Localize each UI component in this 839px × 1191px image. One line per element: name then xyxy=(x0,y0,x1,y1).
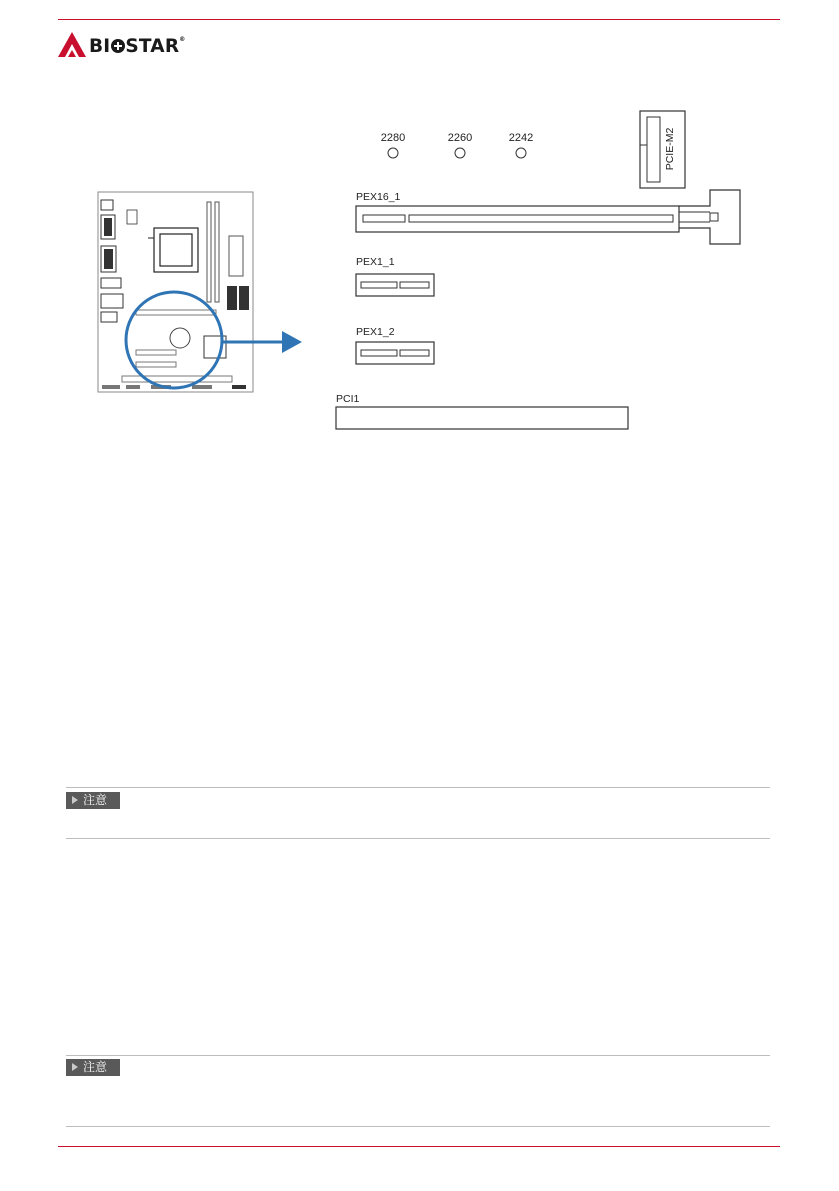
note-1-badge xyxy=(66,792,120,809)
pex16-label: PEX16_1 xyxy=(356,191,401,203)
play-triangle-icon xyxy=(72,1063,78,1071)
logo-text: BI STAR® xyxy=(89,36,186,57)
pex1-2-slot xyxy=(356,342,434,364)
pci1-slot xyxy=(336,407,628,429)
m2-standoff-2260 xyxy=(455,148,465,158)
note-1-top-rule xyxy=(66,787,770,788)
logo-o-icon xyxy=(111,39,125,53)
biostar-red-triangle-icon xyxy=(58,32,86,57)
m2-position-2242: 2242 xyxy=(508,132,534,144)
footer-rule xyxy=(58,1146,780,1147)
m2-standoff-2280 xyxy=(388,148,398,158)
header-rule xyxy=(58,19,780,20)
pex1-1-slot xyxy=(356,274,434,296)
m2-standoff-2242 xyxy=(516,148,526,158)
note-2-label: 注意 xyxy=(83,1060,108,1074)
pex1-1-label: PEX1_1 xyxy=(356,256,395,268)
pcie-m2-label: PCIE-M2 xyxy=(664,127,676,171)
motherboard-overview xyxy=(96,190,308,395)
slot-detail-diagram xyxy=(330,105,750,435)
note-2-badge xyxy=(66,1059,120,1076)
play-triangle-icon xyxy=(72,796,78,804)
m2-position-2260: 2260 xyxy=(447,132,473,144)
pex16-slot xyxy=(356,190,740,244)
pci1-label: PCI1 xyxy=(336,393,360,405)
note-2-bottom-rule xyxy=(66,1126,770,1127)
pcie-m2-connector xyxy=(640,111,685,188)
m2-position-2280: 2280 xyxy=(380,132,406,144)
pex1-2-label: PEX1_2 xyxy=(356,326,395,338)
note-1-bottom-rule xyxy=(66,838,770,839)
note-2-top-rule xyxy=(66,1055,770,1056)
note-1-label: 注意 xyxy=(83,793,108,807)
